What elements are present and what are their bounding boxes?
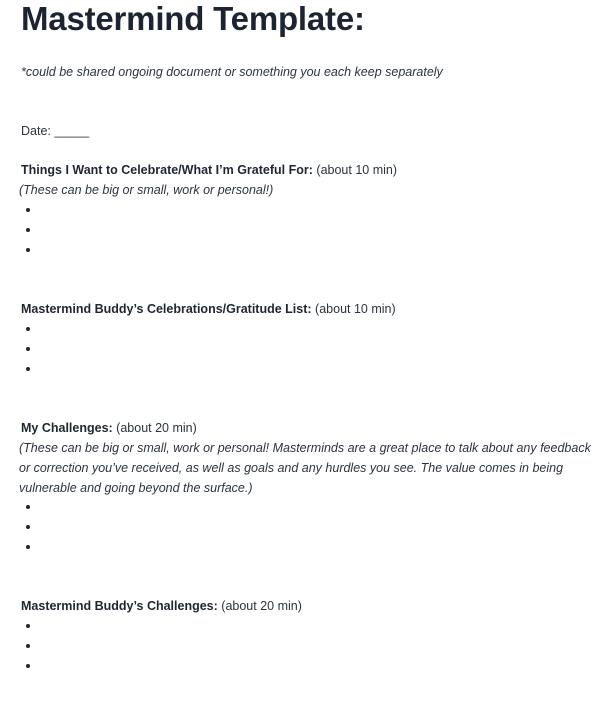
bullet-icon xyxy=(26,228,30,232)
section-time: (about 20 min) xyxy=(116,421,197,435)
bullet-icon xyxy=(26,644,30,648)
bullet-icon xyxy=(26,367,30,371)
section-heading-label: Things I Want to Celebrate/What I’m Grateful For: xyxy=(21,163,313,177)
bullet-icon xyxy=(26,327,30,331)
bullet-icon xyxy=(26,248,30,252)
bullet-icon xyxy=(26,208,30,212)
page-title: Mastermind Template: xyxy=(21,0,365,37)
section-heading-buddy-challenges xyxy=(21,597,302,615)
section-heading-my-challenges xyxy=(21,419,197,437)
bullet-icon xyxy=(26,664,30,668)
bullet-icon xyxy=(26,525,30,529)
bullet-icon xyxy=(26,624,30,628)
section-heading-label: My Challenges: xyxy=(21,421,113,435)
section-time: (about 10 min) xyxy=(316,163,398,177)
date-field[interactable] xyxy=(21,122,89,140)
section-heading-label: Mastermind Buddy’s Celebrations/Gratitude List: xyxy=(21,302,312,316)
bullet-icon xyxy=(26,505,30,509)
date-label: Date: xyxy=(21,124,51,138)
section-time: (about 10 min) xyxy=(315,302,396,316)
section-heading-buddy-celebrations xyxy=(21,300,396,318)
bullet-icon xyxy=(26,545,30,549)
section-heading-celebrate xyxy=(21,161,397,179)
section-heading-label: Mastermind Buddy’s Challenges: xyxy=(21,599,218,613)
date-blank[interactable]: _____ xyxy=(54,124,90,138)
section-subtext-my-challenges: (These can be big or small, work or personal! Masterminds are a great place to talk about any feedback or correction you’ve received, as well as goals and any hurdles you see. The value comes in being vulnerable and going beyond the surface.) xyxy=(19,441,591,495)
section-time: (about 20 min) xyxy=(221,599,302,613)
section-subtext-celebrate: (These can be big or small, work or personal!) xyxy=(19,183,274,197)
bullet-icon xyxy=(26,347,30,351)
sharing-note: *could be shared ongoing document or something you each keep separately xyxy=(21,65,443,79)
